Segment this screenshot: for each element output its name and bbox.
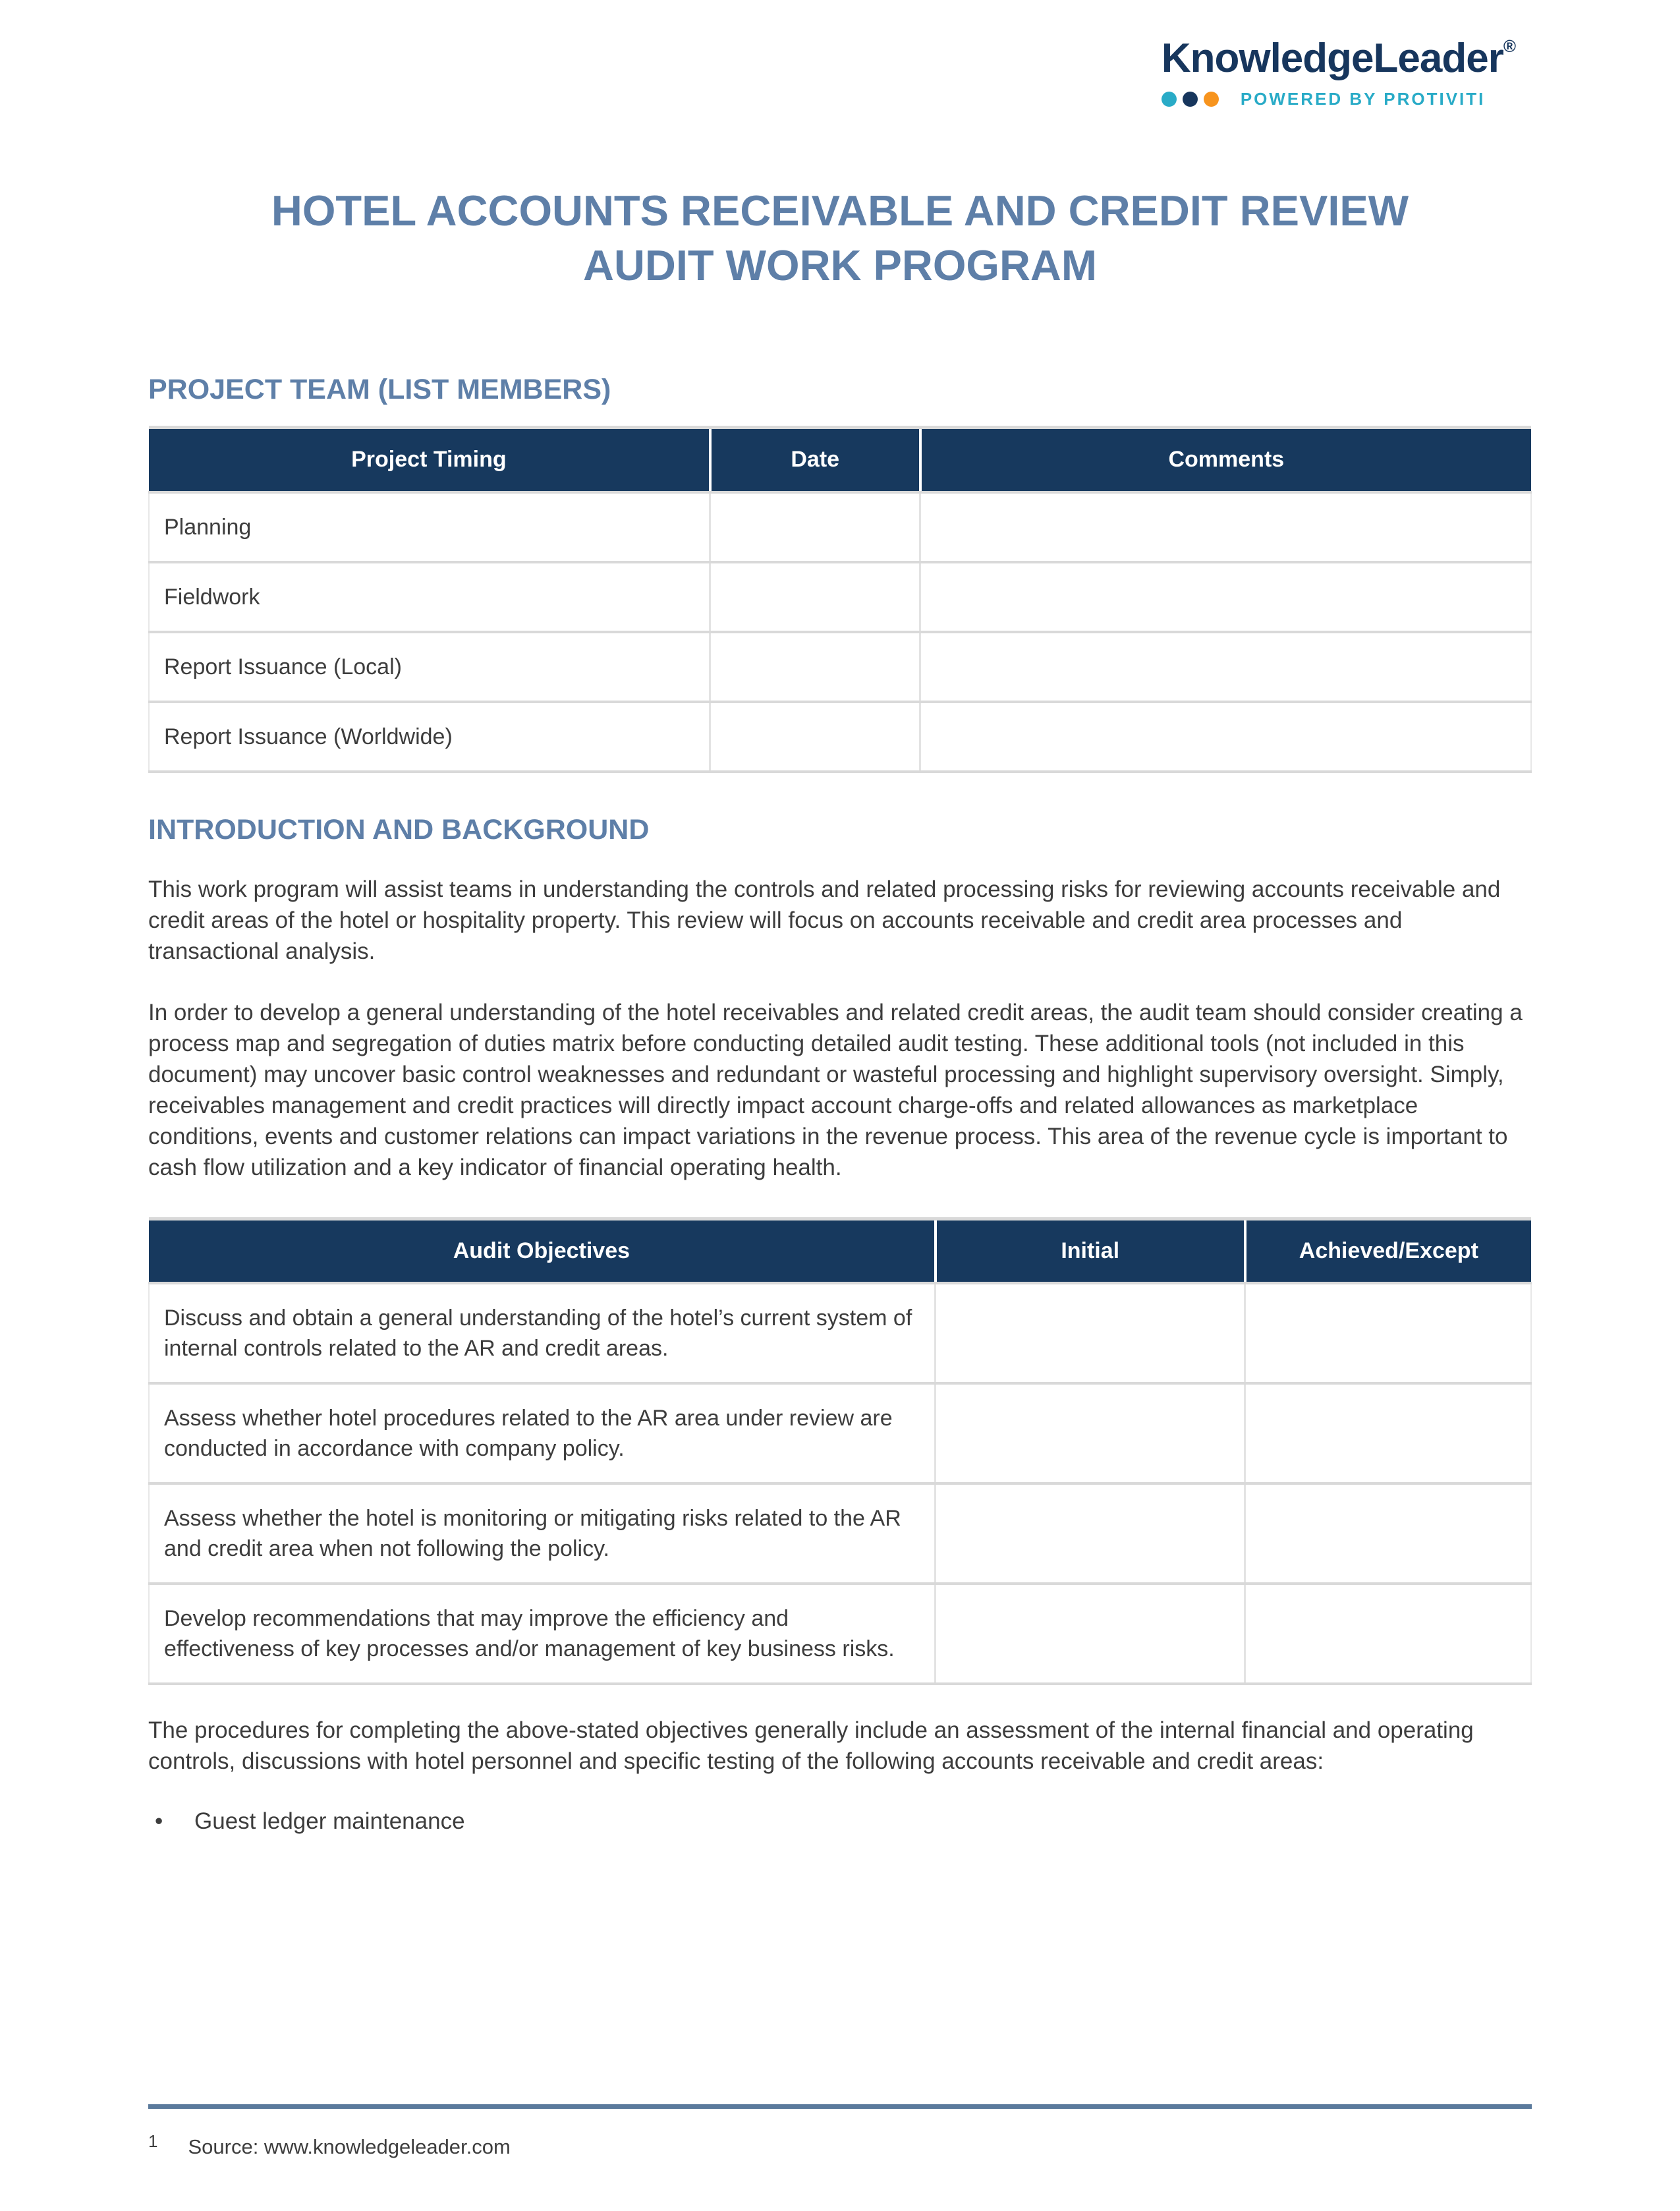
date-cell	[710, 702, 920, 772]
bullet-text: Guest ledger maintenance	[194, 1808, 465, 1835]
table-row	[149, 1383, 1531, 1483]
initial-cell	[936, 1383, 1245, 1483]
table-header-row	[149, 428, 1531, 492]
header-achieved-except: Achieved/Except	[1245, 1219, 1531, 1283]
objective-cell: Assess whether the hotel is monitoring or mitigating risks related to the AR and credit area when not following the policy.	[149, 1483, 936, 1584]
header-audit-objectives: Audit Objectives	[149, 1219, 936, 1283]
table-row	[149, 1483, 1531, 1584]
procedures-bullet-list	[148, 1806, 1532, 1837]
project-timing-cell: Report Issuance (Local)	[149, 632, 710, 702]
comments-cell	[920, 562, 1531, 632]
brand-wordmark	[1162, 36, 1515, 81]
initial-cell	[936, 1483, 1245, 1584]
comments-cell	[920, 492, 1531, 562]
audit-objectives-table	[148, 1217, 1532, 1686]
page-title-line2: AUDIT WORK PROGRAM	[583, 241, 1097, 290]
footer-divider	[148, 2104, 1532, 2109]
initial-cell	[936, 1584, 1245, 1684]
intro-paragraph-2: In order to develop a general understanding of the hotel receivables and related credit areas, the audit team should consider creating a process map and segregation of duties matrix before conducting detailed audit testing. These additional tools (not included in this document) may uncover basic control weaknesses and redundant or wasteful processing and highlight supervisory oversight. Simply, receivables management and credit practices will directly impact account charge-offs and related allowances as marketplace conditions, events and customer relations can impact variations in the revenue process. This area of the revenue cycle is important to cash flow utilization and a key indicator of financial operating health.	[148, 999, 1523, 1180]
project-timing-cell: Fieldwork	[149, 562, 710, 632]
brand-name: KnowledgeLeader	[1161, 36, 1503, 81]
tagline-text: POWERED BY PROTIVITI	[1240, 89, 1486, 109]
header-initial: Initial	[936, 1219, 1245, 1283]
brand-dot-teal-icon	[1162, 92, 1177, 107]
brand-tagline	[1162, 89, 1515, 109]
header-date: Date	[710, 428, 920, 492]
table-row	[149, 1584, 1531, 1684]
project-timing-table	[148, 426, 1532, 773]
date-cell	[710, 632, 920, 702]
section-heading-introduction: INTRODUCTION AND BACKGROUND	[148, 813, 650, 846]
footnote-number: 1	[148, 2131, 158, 2151]
objective-cell: Assess whether hotel procedures related to the AR area under review are conducted in accordance with company policy.	[149, 1383, 936, 1483]
intro-paragraph-1: This work program will assist teams in understanding the controls and related processing risks for reviewing accounts receivable and credit areas of the hotel or hospitality property. This review will focus on accounts receivable and credit area processes and transactional analysis.	[148, 876, 1501, 964]
initial-cell	[936, 1283, 1245, 1383]
comments-cell	[920, 632, 1531, 702]
brand-dot-orange-icon	[1204, 92, 1219, 107]
table-row	[149, 562, 1531, 632]
objective-cell: Discuss and obtain a general understanding of the hotel’s current system of internal controls related to the AR and credit areas.	[149, 1283, 936, 1383]
footnote-source: Source: www.knowledgeleader.com	[188, 2135, 511, 2158]
achieved-cell	[1245, 1483, 1531, 1584]
date-cell	[710, 562, 920, 632]
date-cell	[710, 492, 920, 562]
brand-dot-navy-icon	[1183, 92, 1198, 107]
comments-cell	[920, 702, 1531, 772]
registered-mark: ®	[1503, 36, 1515, 56]
page-title-line1: HOTEL ACCOUNTS RECEIVABLE AND CREDIT REVIEW	[271, 187, 1409, 235]
project-timing-cell: Planning	[149, 492, 710, 562]
document-page	[0, 36, 1680, 1837]
bullet-item	[148, 1806, 1532, 1837]
table-row	[149, 632, 1531, 702]
procedures-paragraph: The procedures for completing the above-stated objectives generally include an assessment of the internal financial and operating controls, discussions with hotel personnel and specific testing of the following accounts receivable and credit areas:	[148, 1717, 1474, 1775]
header-project-timing: Project Timing	[149, 428, 710, 492]
table-row	[149, 1283, 1531, 1383]
achieved-cell	[1245, 1383, 1531, 1483]
achieved-cell	[1245, 1283, 1531, 1383]
page-footer	[148, 2104, 1532, 2159]
objective-cell: Develop recommendations that may improve the efficiency and effectiveness of key processes and/or management of key business risks.	[149, 1584, 936, 1684]
project-timing-cell: Report Issuance (Worldwide)	[149, 702, 710, 772]
header-comments: Comments	[920, 428, 1531, 492]
footnote	[148, 2131, 1532, 2159]
knowledgeleader-logo	[1162, 36, 1515, 109]
achieved-cell	[1245, 1584, 1531, 1684]
table-row	[149, 492, 1531, 562]
table-row	[149, 702, 1531, 772]
table-header-row	[149, 1219, 1531, 1283]
page-title	[148, 183, 1532, 293]
section-heading-project-team: PROJECT TEAM (LIST MEMBERS)	[148, 373, 611, 405]
